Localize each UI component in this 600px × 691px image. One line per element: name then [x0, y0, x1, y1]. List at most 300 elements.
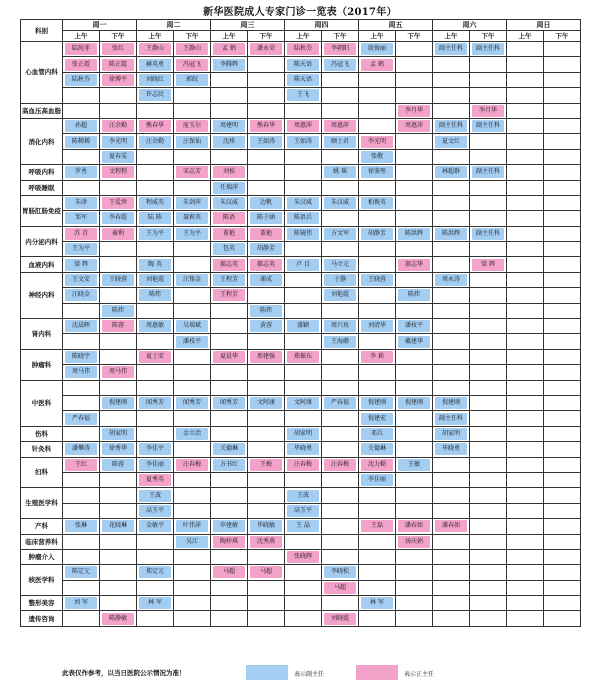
- schedule-slot: [285, 334, 322, 349]
- schedule-slot: [322, 319, 359, 334]
- associate-doctor-name: 副主任科: [435, 413, 467, 425]
- schedule-slot: [470, 457, 507, 472]
- schedule-slot: [63, 88, 100, 103]
- schedule-slot: [470, 395, 507, 410]
- schedule-slot: [507, 103, 544, 118]
- associate-doctor-name: 陈蓉: [102, 459, 134, 471]
- schedule-slot: [507, 72, 544, 87]
- schedule-slot: [359, 457, 396, 472]
- schedule-slot: [359, 411, 396, 426]
- associate-doctor-name: 金敏平: [139, 520, 171, 532]
- schedule-slot: [63, 103, 100, 118]
- schedule-slot: [137, 395, 174, 410]
- schedule-slot: [248, 242, 285, 257]
- schedule-slot: [100, 195, 137, 210]
- schedule-slot: [248, 549, 285, 564]
- chief-doctor-name: 苏 青: [65, 228, 97, 240]
- schedule-slot: [174, 211, 211, 226]
- schedule-slot: [544, 242, 581, 257]
- schedule-slot: [174, 349, 211, 364]
- associate-doctor-name: 胡家明: [287, 428, 319, 440]
- schedule-slot: [100, 226, 137, 241]
- schedule-slot: [63, 472, 100, 487]
- schedule-slot: [322, 303, 359, 318]
- schedule-slot: [470, 565, 507, 580]
- schedule-slot: [63, 257, 100, 272]
- associate-doctor-name: 严春福: [324, 397, 356, 409]
- schedule-slot: [100, 549, 137, 564]
- schedule-slot: [63, 442, 100, 457]
- schedule-row: [21, 42, 581, 57]
- schedule-slot: [507, 195, 544, 210]
- schedule-row: [21, 288, 581, 303]
- associate-doctor-name: 李光明: [102, 136, 134, 148]
- schedule-slot: [285, 226, 322, 241]
- associate-doctor-name: 陈炜: [102, 305, 134, 317]
- schedule-slot: [359, 134, 396, 149]
- schedule-slot: [322, 118, 359, 133]
- schedule-slot: [544, 442, 581, 457]
- associate-doctor-name: 吴江: [176, 536, 208, 548]
- associate-doctor-name: 朱汉威: [213, 197, 245, 209]
- schedule-slot: [211, 272, 248, 287]
- associate-doctor-name: 方书红: [213, 459, 245, 471]
- schedule-slot: [433, 72, 470, 87]
- legend-pink-label: 表示正主任: [404, 671, 435, 678]
- schedule-slot: [174, 596, 211, 611]
- associate-doctor-name: 赫英勇: [139, 59, 171, 71]
- schedule-slot: [433, 380, 470, 395]
- schedule-slot: [248, 118, 285, 133]
- schedule-slot: [322, 195, 359, 210]
- schedule-slot: [174, 149, 211, 164]
- schedule-slot: [211, 195, 248, 210]
- associate-doctor-name: 冯冠飞: [324, 59, 356, 71]
- schedule-slot: [433, 211, 470, 226]
- day-header-tue: 周二: [137, 20, 211, 31]
- department-name: 高血压高血脂: [21, 103, 63, 118]
- schedule-slot: [433, 88, 470, 103]
- schedule-slot: [63, 165, 100, 180]
- schedule-slot: [433, 57, 470, 72]
- schedule-slot: [544, 195, 581, 210]
- schedule-slot: [174, 519, 211, 534]
- chief-doctor-name: 李光明: [361, 136, 393, 148]
- schedule-slot: [507, 534, 544, 549]
- schedule-slot: [174, 57, 211, 72]
- schedule-slot: [322, 488, 359, 503]
- am-header: 上午: [285, 31, 322, 42]
- schedule-slot: [174, 257, 211, 272]
- associate-doctor-name: 陈子涵: [250, 212, 282, 224]
- schedule-slot: [322, 72, 359, 87]
- schedule-slot: [433, 549, 470, 564]
- schedule-slot: [396, 580, 433, 595]
- schedule-slot: [285, 242, 322, 257]
- schedule-slot: [322, 226, 359, 241]
- associate-doctor-name: 胡家明: [102, 428, 134, 440]
- associate-doctor-name: 王 晶: [287, 520, 319, 532]
- associate-doctor-name: 程威英: [139, 197, 171, 209]
- schedule-slot: [137, 426, 174, 441]
- schedule-slot: [396, 149, 433, 164]
- schedule-slot: [470, 442, 507, 457]
- schedule-slot: [211, 303, 248, 318]
- associate-doctor-name: 陆 陈: [139, 212, 171, 224]
- schedule-slot: [433, 395, 470, 410]
- day-header-mon: 周一: [63, 20, 137, 31]
- schedule-slot: [211, 149, 248, 164]
- schedule-slot: [174, 365, 211, 380]
- department-name: 临床营养科: [21, 534, 63, 549]
- schedule-slot: [359, 380, 396, 395]
- schedule-slot: [433, 103, 470, 118]
- schedule-slot: [174, 442, 211, 457]
- schedule-slot: [63, 349, 100, 364]
- schedule-slot: [507, 380, 544, 395]
- associate-doctor-name: 吴瑞斌: [176, 320, 208, 332]
- schedule-slot: [544, 534, 581, 549]
- schedule-slot: [507, 549, 544, 564]
- schedule-slot: [63, 42, 100, 57]
- chief-doctor-name: 陶梓琪: [213, 536, 245, 548]
- schedule-slot: [211, 549, 248, 564]
- department-name: 消化内科: [21, 118, 63, 164]
- schedule-slot: [63, 380, 100, 395]
- schedule-slot: [285, 118, 322, 133]
- schedule-slot: [248, 580, 285, 595]
- associate-doctor-name: 栢俊英: [361, 197, 393, 209]
- associate-doctor-name: 高玉平: [287, 505, 319, 517]
- schedule-slot: [63, 118, 100, 133]
- schedule-slot: [100, 365, 137, 380]
- schedule-row: [21, 503, 581, 518]
- day-header-thu: 周四: [285, 20, 359, 31]
- schedule-slot: [137, 472, 174, 487]
- schedule-slot: [63, 534, 100, 549]
- schedule-slot: [396, 442, 433, 457]
- schedule-slot: [470, 534, 507, 549]
- schedule-slot: [248, 134, 285, 149]
- associate-doctor-name: 沈烽: [213, 136, 245, 148]
- schedule-slot: [248, 272, 285, 287]
- schedule-slot: [470, 257, 507, 272]
- chief-doctor-name: 周惠萍: [398, 120, 430, 132]
- schedule-slot: [285, 349, 322, 364]
- schedule-row: [21, 380, 581, 395]
- schedule-slot: [322, 611, 359, 626]
- schedule-slot: [544, 149, 581, 164]
- schedule-slot: [137, 457, 174, 472]
- schedule-slot: [285, 457, 322, 472]
- schedule-slot: [248, 288, 285, 303]
- schedule-slot: [248, 42, 285, 57]
- schedule-slot: [137, 365, 174, 380]
- chief-doctor-name: 汪春梅: [287, 459, 319, 471]
- chief-doctor-name: 刘晓霞: [324, 613, 356, 625]
- schedule-slot: [211, 503, 248, 518]
- schedule-slot: [211, 519, 248, 534]
- schedule-slot: [211, 442, 248, 457]
- schedule-slot: [248, 503, 285, 518]
- schedule-slot: [63, 180, 100, 195]
- chief-doctor-name: 孟 鹤: [213, 43, 245, 55]
- department-name: 呼吸睡眠: [21, 180, 63, 195]
- associate-doctor-name: 刘清华: [361, 320, 393, 332]
- schedule-slot: [63, 611, 100, 626]
- schedule-slot: [396, 611, 433, 626]
- schedule-slot: [359, 180, 396, 195]
- schedule-slot: [396, 242, 433, 257]
- associate-doctor-name: 叶伟萍: [176, 520, 208, 532]
- chief-doctor-name: 郑振东: [287, 351, 319, 363]
- schedule-slot: [100, 565, 137, 580]
- associate-doctor-name: 周永涛: [435, 274, 467, 286]
- schedule-row: [21, 488, 581, 503]
- associate-doctor-name: 闻秀芳: [213, 397, 245, 409]
- schedule-slot: [396, 380, 433, 395]
- schedule-row: [21, 226, 581, 241]
- schedule-slot: [433, 242, 470, 257]
- associate-doctor-name: 胡家明: [435, 428, 467, 440]
- schedule-slot: [507, 42, 544, 57]
- schedule-slot: [359, 103, 396, 118]
- associate-doctor-name: 副主任科: [435, 120, 467, 132]
- schedule-slot: [359, 565, 396, 580]
- schedule-slot: [544, 288, 581, 303]
- associate-doctor-name: 陈晓宇: [65, 351, 97, 363]
- chief-doctor-name: 邢建强: [250, 351, 282, 363]
- associate-doctor-name: 毕晓勇: [287, 443, 319, 455]
- schedule-slot: [322, 103, 359, 118]
- schedule-slot: [507, 472, 544, 487]
- schedule-slot: [322, 503, 359, 518]
- schedule-slot: [507, 334, 544, 349]
- chief-doctor-name: 熊春华: [250, 120, 282, 132]
- schedule-slot: [396, 195, 433, 210]
- associate-doctor-name: 王飞: [287, 89, 319, 101]
- schedule-slot: [137, 257, 174, 272]
- schedule-slot: [433, 272, 470, 287]
- associate-doctor-name: 黄蓉: [250, 320, 282, 332]
- schedule-row: [21, 534, 581, 549]
- associate-doctor-name: 李佳丽: [139, 459, 171, 471]
- schedule-slot: [174, 288, 211, 303]
- schedule-slot: [470, 149, 507, 164]
- schedule-slot: [396, 334, 433, 349]
- chief-doctor-name: 陈蓉: [102, 320, 134, 332]
- chief-doctor-name: 熊春华: [139, 120, 171, 132]
- schedule-row: [21, 211, 581, 226]
- schedule-slot: [396, 272, 433, 287]
- chief-doctor-name: 陆秋芬: [287, 43, 319, 55]
- pm-header: 下午: [544, 31, 581, 42]
- schedule-slot: [322, 395, 359, 410]
- schedule-slot: [359, 303, 396, 318]
- associate-doctor-name: 陈炜: [398, 289, 430, 301]
- schedule-slot: [211, 319, 248, 334]
- schedule-slot: [100, 395, 137, 410]
- schedule-slot: [396, 457, 433, 472]
- schedule-slot: [507, 395, 544, 410]
- associate-doctor-name: 汪铭金: [176, 274, 208, 286]
- schedule-slot: [433, 503, 470, 518]
- associate-doctor-name: 王波: [139, 490, 171, 502]
- schedule-slot: [359, 211, 396, 226]
- associate-doctor-name: 陈天语: [287, 74, 319, 86]
- schedule-slot: [174, 395, 211, 410]
- schedule-slot: [359, 596, 396, 611]
- am-header: 上午: [63, 31, 100, 42]
- schedule-slot: [174, 319, 211, 334]
- schedule-slot: [248, 457, 285, 472]
- schedule-slot: [137, 380, 174, 395]
- schedule-slot: [248, 519, 285, 534]
- schedule-slot: [174, 272, 211, 287]
- associate-doctor-name: 周兴玫: [324, 320, 356, 332]
- associate-doctor-name: 副主任科: [472, 228, 504, 240]
- schedule-slot: [544, 88, 581, 103]
- schedule-slot: [63, 426, 100, 441]
- schedule-slot: [137, 149, 174, 164]
- schedule-slot: [63, 242, 100, 257]
- schedule-slot: [100, 611, 137, 626]
- associate-doctor-name: 王为平: [139, 228, 171, 240]
- department-name: 生殖医学科: [21, 488, 63, 519]
- chief-doctor-name: 周惠萍: [324, 120, 356, 132]
- schedule-slot: [544, 488, 581, 503]
- schedule-slot: [285, 319, 322, 334]
- schedule-slot: [63, 134, 100, 149]
- schedule-slot: [470, 472, 507, 487]
- associate-doctor-name: 刘晓红: [139, 74, 171, 86]
- associate-doctor-name: 文阿康: [287, 397, 319, 409]
- associate-doctor-name: 李晓松: [324, 566, 356, 578]
- schedule-row: [21, 303, 581, 318]
- schedule-slot: [322, 349, 359, 364]
- chief-doctor-name: 马超: [250, 566, 282, 578]
- schedule-slot: [248, 303, 285, 318]
- schedule-slot: [211, 88, 248, 103]
- schedule-slot: [359, 503, 396, 518]
- schedule-slot: [322, 288, 359, 303]
- chief-doctor-name: 李月华: [398, 105, 430, 117]
- schedule-slot: [63, 549, 100, 564]
- associate-doctor-name: 殷俊丽: [361, 43, 393, 55]
- schedule-slot: [285, 149, 322, 164]
- schedule-slot: [174, 165, 211, 180]
- schedule-row: [21, 257, 581, 272]
- associate-doctor-name: 盛颖: [287, 320, 319, 332]
- schedule-slot: [211, 226, 248, 241]
- schedule-slot: [100, 319, 137, 334]
- associate-doctor-name: 李春霞: [102, 212, 134, 224]
- associate-doctor-name: 李腾辉: [213, 59, 245, 71]
- chief-doctor-name: 宋志芳: [176, 166, 208, 178]
- schedule-slot: [322, 596, 359, 611]
- schedule-slot: [211, 118, 248, 133]
- schedule-slot: [137, 72, 174, 87]
- associate-doctor-name: 林 军: [139, 597, 171, 609]
- associate-doctor-name: 周建明: [213, 120, 245, 132]
- page-title: 新华医院成人专家门诊一览表（2017年）: [203, 7, 397, 18]
- schedule-row: [21, 103, 581, 118]
- associate-doctor-name: 王程芳: [213, 274, 245, 286]
- schedule-slot: [63, 503, 100, 518]
- schedule-slot: [544, 118, 581, 133]
- schedule-slot: [137, 334, 174, 349]
- schedule-slot: [211, 242, 248, 257]
- chief-doctor-name: 马超: [213, 566, 245, 578]
- schedule-slot: [470, 242, 507, 257]
- associate-doctor-name: 倪建刚: [398, 397, 430, 409]
- schedule-slot: [322, 534, 359, 549]
- schedule-row: [21, 242, 581, 257]
- chief-doctor-name: 王程芳: [213, 289, 245, 301]
- schedule-slot: [433, 565, 470, 580]
- chief-doctor-name: 周马伟: [102, 366, 134, 378]
- schedule-slot: [285, 195, 322, 210]
- schedule-row: [21, 580, 581, 595]
- schedule-slot: [544, 349, 581, 364]
- schedule-slot: [433, 195, 470, 210]
- schedule-slot: [544, 303, 581, 318]
- schedule-slot: [63, 57, 100, 72]
- schedule-slot: [100, 442, 137, 457]
- schedule-slot: [248, 395, 285, 410]
- associate-doctor-name: 倪建刚: [102, 397, 134, 409]
- chief-doctor-name: 王磊: [361, 520, 393, 532]
- schedule-slot: [396, 134, 433, 149]
- chief-doctor-name: 张红: [102, 43, 134, 55]
- schedule-slot: [544, 365, 581, 380]
- schedule-slot: [174, 580, 211, 595]
- schedule-slot: [63, 411, 100, 426]
- associate-doctor-name: 夏文红: [435, 136, 467, 148]
- chief-doctor-name: 庞玉尔: [176, 120, 208, 132]
- schedule-row: [21, 365, 581, 380]
- schedule-slot: [285, 303, 322, 318]
- schedule-slot: [137, 519, 174, 534]
- associate-doctor-name: 马立元: [324, 259, 356, 271]
- associate-doctor-name: 关德琳: [213, 443, 245, 455]
- schedule-slot: [248, 380, 285, 395]
- chief-doctor-name: 夏士安: [139, 351, 171, 363]
- schedule-slot: [396, 165, 433, 180]
- schedule-slot: [470, 303, 507, 318]
- schedule-slot: [507, 519, 544, 534]
- chief-doctor-name: 王爱珍: [102, 197, 134, 209]
- department-name: 心血管内科: [21, 42, 63, 104]
- schedule-slot: [396, 257, 433, 272]
- associate-doctor-name: 胡静芳: [250, 243, 282, 255]
- schedule-slot: [248, 165, 285, 180]
- associate-doctor-name: 毕晓敏: [250, 520, 282, 532]
- schedule-slot: [359, 288, 396, 303]
- schedule-slot: [248, 611, 285, 626]
- schedule-slot: [507, 257, 544, 272]
- schedule-slot: [137, 611, 174, 626]
- schedule-slot: [507, 426, 544, 441]
- schedule-slot: [248, 488, 285, 503]
- schedule-slot: [285, 611, 322, 626]
- schedule-slot: [433, 457, 470, 472]
- schedule-slot: [137, 57, 174, 72]
- schedule-slot: [174, 426, 211, 441]
- schedule-row: [21, 565, 581, 580]
- footer: [0, 665, 600, 681]
- chief-doctor-name: 周惠萍: [287, 120, 319, 132]
